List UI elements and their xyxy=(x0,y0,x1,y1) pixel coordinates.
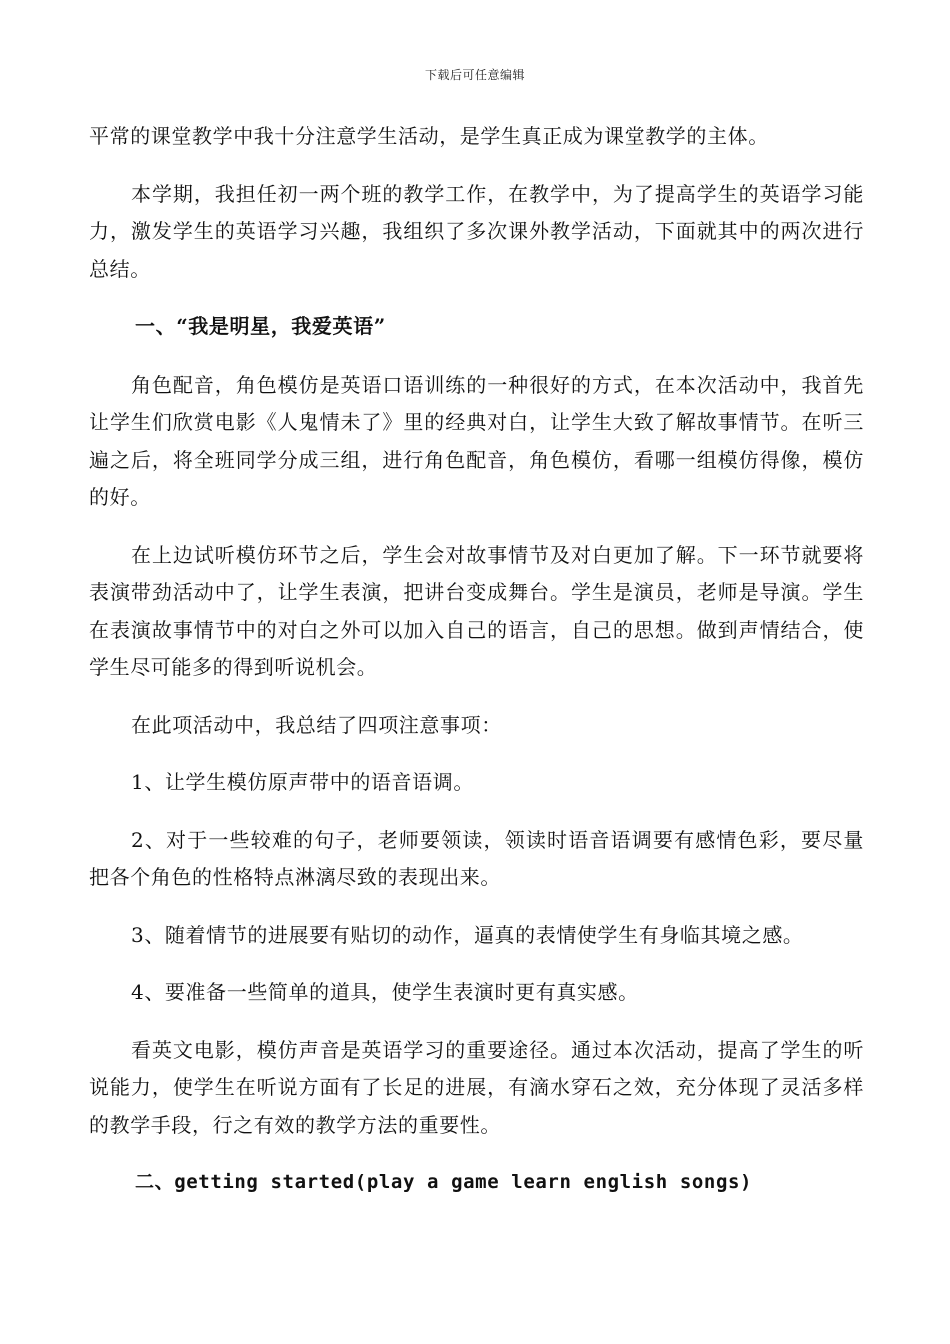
list-item-4: 4、要准备一些简单的道具，使学生表演时更有真实感。 xyxy=(131,980,639,1004)
list-item-3: 3、随着情节的进展要有贴切的动作，逼真的表情使学生有身临其境之感。 xyxy=(131,922,804,947)
section-heading-1: 一、“我是明星，我爱英语” xyxy=(135,314,386,338)
paragraph-role-dubbing: 角色配音，角色模仿是英语口语训练的一种很好的方式，在本次活动中，我首先让学生们欣赏电影《人鬼情未了》里的经典对白，让学生大致了解故事情节。在听三遍之后，将全班同学分成三组，进行角色配音，角色模仿，看哪一组模仿得像，模仿的好。 xyxy=(89,372,864,509)
document-body xyxy=(89,118,864,1223)
paragraph-performance: 在上边试听模仿环节之后，学生会对故事情节及对白更加了解。下一环节就要将表演带劲活动中了，让学生表演，把讲台变成舞台。学生是演员，老师是导演。学生在表演故事情节中的对白之外可以加入自己的语言，自己的思想。做到声情结合，使学生尽可能多的得到听说机会。 xyxy=(89,542,864,679)
paragraph-intro: 平常的课堂教学中我十分注意学生活动，是学生真正成为课堂教学的主体。 xyxy=(89,124,769,148)
paragraph-semester: 本学期，我担任初一两个班的教学工作，在教学中，为了提高学生的英语学习能力，激发学生的英语学习兴趣，我组织了多次课外教学活动，下面就其中的两次进行总结。 xyxy=(89,181,864,281)
list-item-1: 1、让学生模仿原声带中的语音语调。 xyxy=(131,770,474,794)
paragraph-summary: 看英文电影，模仿声音是英语学习的重要途径。通过本次活动，提高了学生的听说能力，使学生在听说方面有了长足的进展，有滴水穿石之效，充分体现了灵活多样的教学手段，行之有效的教学方法的重要性。 xyxy=(89,1037,864,1137)
section-heading-2: 二、getting started(play a game learn english songs) xyxy=(135,1171,753,1193)
page-header: 下载后可任意编辑 xyxy=(424,68,525,82)
list-item-2: 2、对于一些较难的句子，老师要领读，领读时语音语调要有感情色彩，要尽量把各个角色的性格特点淋漓尽致的表现出来。 xyxy=(89,827,864,889)
paragraph-notes-intro: 在此项活动中，我总结了四项注意事项： xyxy=(131,712,502,737)
